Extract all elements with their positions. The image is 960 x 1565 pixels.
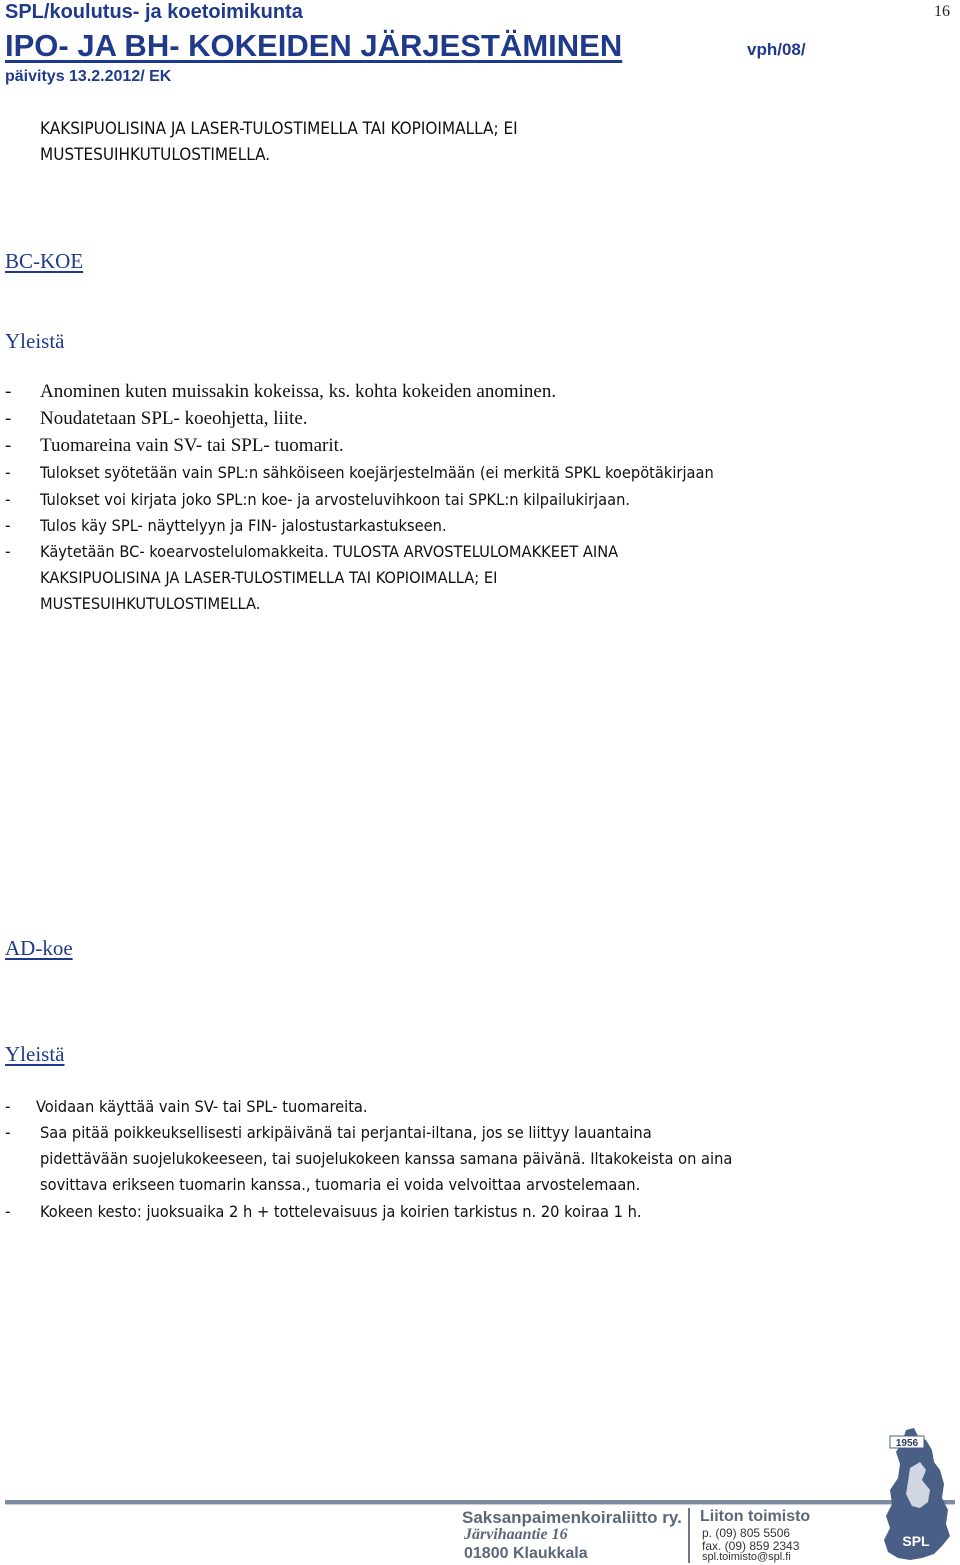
list-item-text: Kokeen kesto: juoksuaika 2 h + tottelevaisuus ja koirien tarkistus n. 20 koiraa 1 h. — [40, 1202, 642, 1221]
footer-email: spl.toimisto@spl.fi — [702, 1551, 791, 1563]
footer-fax: fax. (09) 859 2343 — [702, 1539, 800, 1553]
list-dash: - — [5, 435, 12, 456]
list-dash: - — [5, 381, 12, 402]
list-continuation: MUSTESUIHKUTULOSTIMELLA. — [40, 594, 261, 613]
footer-street: Järvihaantie 16 — [464, 1526, 568, 1543]
footer-rule-thin — [5, 1504, 955, 1505]
ad-heading: AD-koe — [5, 936, 73, 960]
list-dash: - — [5, 490, 11, 510]
list-item-text: Saa pitää poikkeuksellisesti arkipäivänä tai perjantai-iltana, jos se liittyy lauantaina — [40, 1123, 652, 1142]
list-dash: - — [5, 463, 11, 483]
list-dash: - — [5, 1202, 11, 1222]
list-item-text: Voidaan käyttää vain SV- tai SPL- tuomareita. — [36, 1097, 368, 1116]
list-item-text: Käytetään BC- koearvostelulomakkeita. TULOSTA ARVOSTELULOMAKKEET AINA — [40, 542, 619, 561]
ad-subheading: Yleistä — [5, 1042, 65, 1066]
list-item-text: Tulokset voi kirjata joko SPL:n koe- ja arvosteluvihkoon tai SPKL:n kilpailukirjaan. — [40, 490, 631, 509]
document-title: IPO- JA BH- KOKEIDEN JÄRJESTÄMINEN — [5, 28, 623, 63]
list-item-text: Anominen kuten muissakin kokeissa, ks. kohta kokeiden anominen. — [40, 381, 557, 402]
bc-subheading: Yleistä — [5, 329, 65, 353]
org-name: SPL/koulutus- ja koetoimikunta — [5, 1, 303, 23]
top-text-line: MUSTESUIHKUTULOSTIMELLA. — [40, 145, 271, 165]
list-dash: - — [5, 1123, 11, 1143]
footer-divider — [688, 1508, 690, 1563]
logo-letters: SPL — [902, 1533, 930, 1549]
footer-org-name: Saksanpaimenkoiraliitto ry. — [462, 1508, 682, 1527]
page-number: 16 — [934, 3, 950, 20]
footer-phone: p. (09) 805 5506 — [702, 1526, 791, 1540]
top-text-line: KAKSIPUOLISINA JA LASER-TULOSTIMELLA TAI KOPIOIMALLA; EI — [40, 119, 518, 139]
list-dash: - — [5, 516, 11, 536]
list-dash: - — [5, 1097, 11, 1117]
logo-year: 1956 — [895, 1438, 919, 1449]
list-item-text: Tulokset syötetään vain SPL:n sähköiseen koejärjestelmään (ei merkitä SPKL koepötäkirjaan — [40, 463, 714, 482]
footer-city: 01800 Klaukkala — [464, 1545, 588, 1562]
update-date: päivitys 13.2.2012/ EK — [5, 68, 172, 85]
list-continuation: sovittava erikseen tuomarin kanssa., tuomaria ei voida velvoittaa arvostelemaan. — [40, 1175, 641, 1194]
list-item-text: Noudatetaan SPL- koeohjetta, liite. — [40, 408, 308, 429]
bc-heading: BC-KOE — [5, 249, 84, 273]
list-continuation: KAKSIPUOLISINA JA LASER-TULOSTIMELLA TAI KOPIOIMALLA; EI — [40, 568, 498, 587]
list-item-text: Tulos käy SPL- näyttelyyn ja FIN- jalostustarkastukseen. — [40, 516, 447, 535]
list-dash: - — [5, 542, 11, 562]
spl-logo-icon — [876, 1428, 952, 1562]
list-continuation: pidettävään suojelukokeeseen, tai suojelukokeen kanssa samana päivänä. Iltakokeista on aina — [40, 1149, 733, 1168]
document-code: vph/08/ — [747, 40, 806, 59]
footer-office-title: Liiton toimisto — [700, 1508, 811, 1525]
list-dash: - — [5, 408, 12, 429]
list-item-text: Tuomareina vain SV- tai SPL- tuomarit. — [40, 435, 344, 456]
